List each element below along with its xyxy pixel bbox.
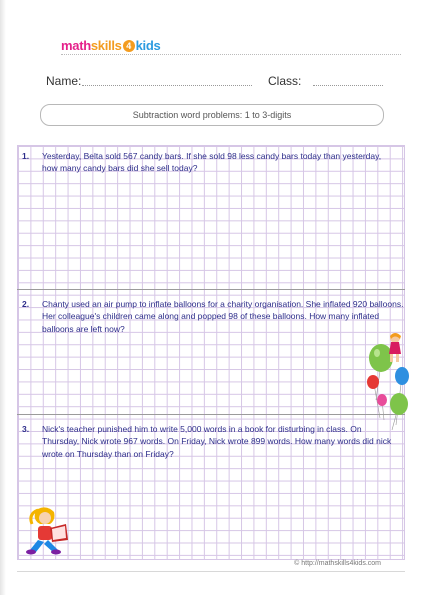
logo-divider	[61, 54, 401, 55]
question-text: Chanty used an air pump to inflate balloons for a charity organisation. She inflated 920 balloons. Her colleague's children came along and popped 98 of these balloons. How many inflated balloons are left now?	[42, 299, 404, 334]
footer-divider	[17, 571, 405, 572]
question-divider-2	[17, 414, 405, 415]
question-number: 3.	[22, 424, 30, 434]
question-text: Nick's teacher punished him to write 5,000 words in a book for disturbing in class. On Thursday, Nick wrote 967 words. On Friday, Nick wrote 899 words. How many words did nick wrote on Thursday than on Friday?	[42, 424, 392, 459]
class-label: Class:	[268, 74, 302, 88]
worksheet-title-box	[40, 104, 384, 126]
balloon-girl-illustration	[362, 330, 414, 432]
class-field[interactable]	[313, 85, 383, 86]
page-edge-shadow	[0, 0, 6, 595]
logo-digit-four: 4	[123, 40, 135, 52]
site-logo	[61, 38, 160, 53]
question-1	[22, 150, 392, 175]
logo-part-kids: kids	[135, 38, 161, 53]
worksheet-title: Subtraction word problems: 1 to 3-digits	[132, 110, 292, 120]
question-number: 2.	[22, 299, 30, 309]
answer-grid	[17, 145, 405, 560]
question-2	[22, 298, 410, 335]
question-divider-1	[17, 289, 405, 290]
question-text: Yesterday, Belta sold 567 candy bars. If she sold 98 less candy bars today than yesterday, how many candy bars did she sell today?	[42, 151, 382, 174]
question-3	[22, 423, 394, 460]
question-number: 1.	[22, 151, 30, 161]
copyright-footer: © http://mathskills4kids.com	[294, 560, 381, 567]
logo-part-skills: skills	[90, 38, 122, 53]
reading-girl-illustration	[22, 506, 76, 556]
name-field[interactable]	[82, 85, 252, 86]
name-label: Name:	[46, 74, 82, 88]
logo-part-math: math	[61, 38, 91, 53]
